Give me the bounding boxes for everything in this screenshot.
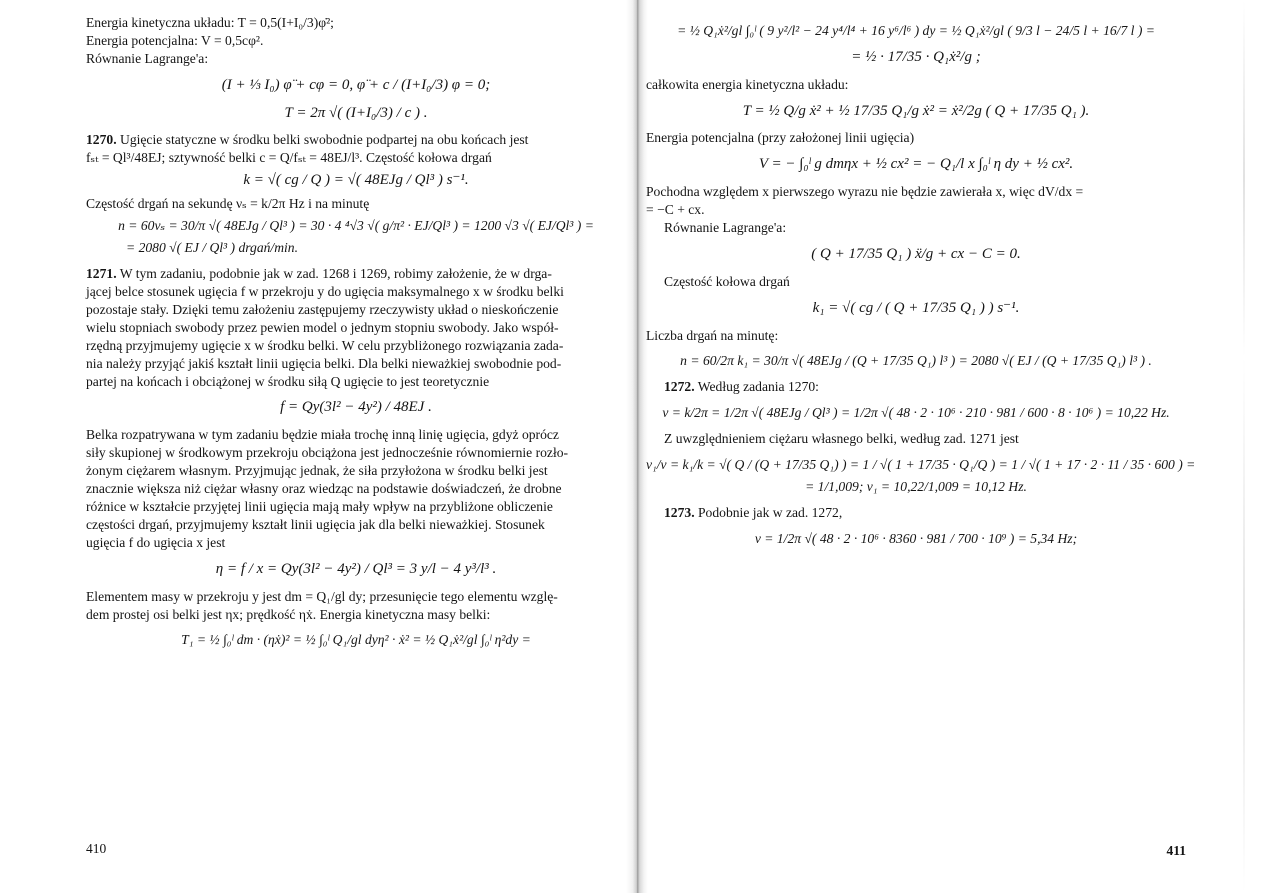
paragraph-1271 <box>86 265 626 391</box>
equation-potential: V = − ∫₀ˡ g dmηx + ½ cx² = − Q₁/l x ∫₀ˡ η dy + ½ cx². <box>758 156 1074 173</box>
text-line: Energia kinetyczna układu: T = 0,5(I+I₀/3)φ̇²; <box>86 15 334 30</box>
text-line: pozostaje stały. Dzięki temu założeniu zastępujemy rzeczywisty układ o nieskończenie <box>86 301 559 317</box>
text-line: Częstość drgań na sekundę νₛ = k/2π Hz i na minutę <box>86 196 370 212</box>
text-line: Elementem masy w przekroju y jest dm = Q₁/gl dy; przesunięcie tego elementu wzglę- <box>86 588 558 604</box>
text-line: siły skupionej w środkowym przekroju obciążona jest jednocześnie równomiernie rozło- <box>86 445 569 461</box>
equation-period: T = 2π √( (I+I₀/3) / c ) . <box>284 104 428 121</box>
text-line: W tym zadaniu, podobnie jak w zad. 1268 i 1269, robimy założenie, że w drga- <box>119 265 552 281</box>
equation-eta: η = f / x = Qy(3l² − 4y²) / Ql³ = 3 y/l − 4 y³/l³ . <box>215 560 497 577</box>
equation-lagrange: (I + ⅓ I₀) φ̈ + cφ = 0, φ̈ + c / (I+I₀/3) φ = 0; <box>221 76 491 93</box>
paragraph-beam <box>86 426 626 552</box>
equation-n-result: = 2080 √( EJ / Ql³ ) drgań/min. <box>126 239 298 255</box>
equation-k: k = √( cg / Q ) = √( 48EJg / Ql³ ) s⁻¹. <box>243 172 469 189</box>
text-line: znacznie większa niż ciężar własny oraz wiedząc na podstawie doświadczeń, że drobne <box>86 481 562 497</box>
equation-ratio: ν₁/ν = k₁/k = √( Q / (Q + 17/35 Q₁) ) = 1 / √( 1 + 17/35 · Q₁/Q ) = 1 / √( 1 + 17 · 2 · 11 / 35 · 600 ) = <box>646 457 1196 473</box>
problem-number: 1270. <box>86 132 117 148</box>
text-line: rzędną przyjmujemy ugięcie x w środku belki. W celu przybliżonego rozwiązania zada- <box>86 337 564 353</box>
text-line: Energia potencjalna (przy założonej linii ugięcia) <box>646 130 915 146</box>
text-line: Częstość kołowa drgań <box>664 273 790 289</box>
equation-total-kinetic: T = ½ Q/g ẋ² + ½ 17/35 Q₁/g ẋ² = ẋ²/2g ( Q + 17/35 Q₁ ). <box>742 102 1090 119</box>
text-line: Energia potencjalna: V = 0,5cφ². <box>86 32 264 48</box>
paragraph-derivative <box>646 183 1186 219</box>
equation-lagrange-2: ( Q + 17/35 Q₁ ) ẍ/g + cx − C = 0. <box>811 246 1021 263</box>
problem-number: 1271. <box>86 265 117 281</box>
text-line: Z uwzględnieniem ciężaru własnego belki, według zad. 1271 jest <box>664 431 1019 447</box>
text-line: ugięcia f do ugięcia x jest <box>86 534 226 550</box>
text-line: dem prostej osi belki jest ηx; prędkość ηẋ. Energia kinetyczna masy belki: <box>86 606 491 622</box>
problem-number: 1273. <box>664 505 695 521</box>
page-411 <box>646 14 1196 884</box>
equation-n-2: n = 60/2π k₁ = 30/π √( 48EJg / (Q + 17/35 Q₁) l³ ) = 2080 √( EJ / (Q + 17/35 Q₁) l³ ) . <box>680 353 1152 369</box>
equation-integral: = ½ Q₁ẋ²/gl ∫₀ˡ ( 9 y²/l² − 24 y⁴/l⁴ + 16 y⁶/l⁶ ) dy = ½ Q₁ẋ²/gl ( 9/3 l − 24/5 l + 16/7 l ) = <box>677 23 1155 38</box>
text-line: jącej belce stosunek ugięcia f w przekroju y do ugięcia maksymalnego x w środku belki <box>86 283 564 299</box>
page-410 <box>86 14 626 884</box>
text-line: całkowita energia kinetyczna układu: <box>646 76 849 92</box>
paragraph-1273 <box>646 504 1186 522</box>
text-line: Ugięcie statyczne w środku belki swobodnie podpartej na obu końcach jest <box>120 132 529 148</box>
text-line: Równanie Lagrange'a: <box>664 220 787 236</box>
text-line: różnice w kształcie przyjętej linii ugięcia mają mały wpływ na przybliżone obliczenie <box>86 499 553 514</box>
paragraph-1270 <box>86 131 626 167</box>
equation-nu: ν = k/2π = 1/2π √( 48EJg / Ql³ ) = 1/2π √( 48 · 2 · 10⁶ · 210 · 981 / 600 · 8 · 10⁶ ) = 10,22 Hz. <box>662 405 1170 421</box>
paragraph-mass-element <box>86 588 626 624</box>
text-line: Równanie Lagrange'a: <box>86 50 209 66</box>
text-line: partej na końcach i obciążonej w środku siłą Q ugięcie to jest teoretycznie <box>86 373 490 389</box>
page-edge-shadow <box>1243 0 1245 893</box>
problem-number: 1272. <box>664 379 695 395</box>
text-line: Według zadania 1270: <box>697 379 819 395</box>
equation-n: n = 60νₛ = 30/π √( 48EJg / Ql³ ) = 30 · 4 ⁴√3 √( g/π² · EJ/Ql³ ) = 1200 √3 √( EJ/Ql³ ) = <box>118 218 594 234</box>
text-line: = −C + cx. <box>646 202 705 218</box>
equation-integral-result: = ½ · 17/35 · Q₁ẋ²/g ; <box>851 48 981 65</box>
text-line: Pochodna względem x pierwszego wyrazu nie będzie zawierała x, więc dV/dx = <box>646 184 1084 200</box>
text-line: częstości drgań, przyjmujemy kształt linii ugięcia jak dla belki nieważkiej. Stosunek <box>86 516 545 532</box>
page-number-right: 411 <box>1166 843 1186 858</box>
text-line: Liczba drgań na minutę: <box>646 327 779 343</box>
text-line: żonym ciężarem własnym. Przyjmując jednak, że siła przyłożona w środku belki jest <box>86 463 548 479</box>
text-line: Podobnie jak w zad. 1272, <box>698 505 843 521</box>
equation-last: ν = 1/2π √( 48 · 2 · 10⁶ · 8360 · 981 / 700 · 10⁹ ) = 5,34 Hz; <box>754 531 1078 547</box>
text-line: wielu stopniach swobody przez pewien model o jednym stopniu swobody. Jako współ- <box>86 319 559 335</box>
paragraph-1272 <box>646 378 1186 396</box>
equation-k1: k₁ = √( cg / ( Q + 17/35 Q₁ ) ) s⁻¹. <box>812 299 1020 316</box>
page-number-left: 410 <box>86 841 107 856</box>
equation-ratio-result: = 1/1,009; ν₁ = 10,22/1,009 = 10,12 Hz. <box>805 479 1027 495</box>
text-line: fₛₜ = Ql³/48EJ; sztywność belki c = Q/fₛₜ = 48EJ/l³. Częstość kołowa drgań <box>86 150 492 166</box>
text-line: Belka rozpatrywana w tym zadaniu będzie miała trochę inną linię ugięcia, gdyż oprócz <box>86 427 559 443</box>
book-gutter <box>626 0 648 893</box>
text-line: nia należy przyjąć jakiś kształt linii ugięcia belki. Dla belki nieważkiej swobodnie pod- <box>86 355 562 371</box>
equation-deflection: f = Qy(3l² − 4y²) / 48EJ . <box>280 399 432 416</box>
equation-T1: T₁ = ½ ∫₀ˡ dm · (ηẋ)² = ½ ∫₀ˡ Q₁/gl dyη² · ẋ² = ½ Q₁ẋ²/gl ∫₀ˡ η²dy = <box>181 632 531 648</box>
